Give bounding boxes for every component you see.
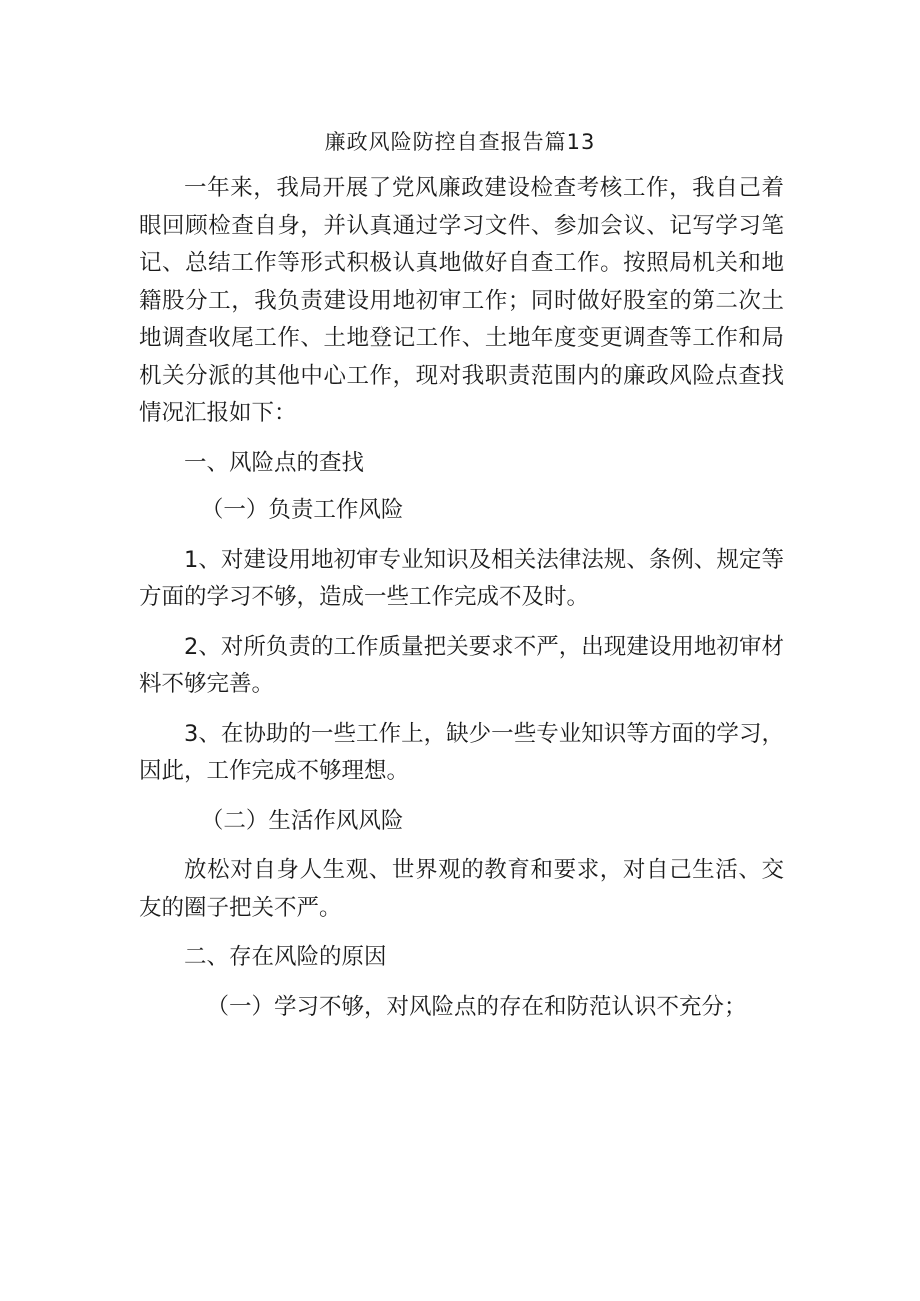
section-heading-2: 二、存在风险的原因 <box>184 944 387 970</box>
document-title: 廉政风险防控自查报告篇13 <box>324 130 596 154</box>
section-heading-1: 一、风险点的查找 <box>184 449 365 476</box>
document-body <box>139 170 784 1026</box>
lifestyle-paragraph: 放松对自身人生观、世界观的教育和要求，对自己生活、交友的圈子把关不严。 <box>139 857 784 921</box>
intro-paragraph: 一年来，我局开展了党风廉政建设检查考核工作，我自己着眼回顾检查自身，并认真通过学习文件、参加会议、记写学习笔记、总结工作等形式积极认真地做好自查工作。按照局机关和地籍股分工，我负责建设用地初审工作；同时做好股室的第二次土地调查收尾工作、土地登记工作、土地年度变更调查等工作和局机关分派的其他中心工作，现对我职责范围内的廉政风险点查找情况汇报如下： <box>139 175 784 426</box>
list-item-1: 1、对建设用地初审专业知识及相关法律法规、条例、规定等方面的学习不够，造成一些工作完成不及时。 <box>139 546 784 610</box>
list-item-2: 2、对所负责的工作质量把关要求不严，出现建设用地初审材料不够完善。 <box>139 633 784 697</box>
subsection-heading-2: （二）生活作风风险 <box>200 807 404 834</box>
cause-item-1: （一）学习不够，对风险点的存在和防范认识不充分； <box>206 993 747 1020</box>
list-item-3: 3、在协助的一些工作上，缺少一些专业知识等方面的学习，因此，工作完成不够理想。 <box>139 720 784 784</box>
subsection-heading-1: （一）负责工作风险 <box>200 497 404 523</box>
